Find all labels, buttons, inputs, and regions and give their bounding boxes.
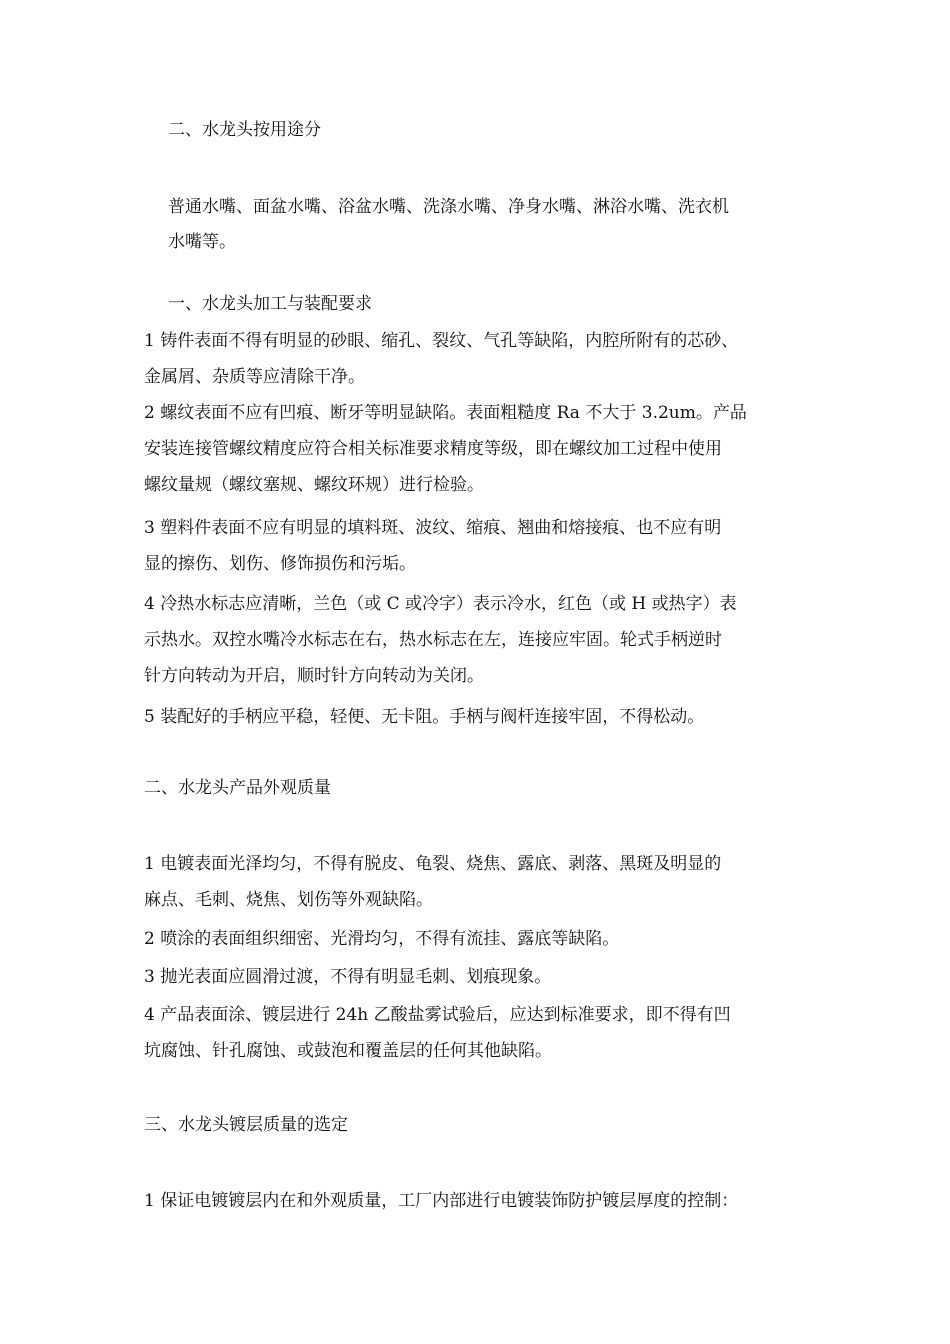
section-heading: 二、水龙头按用途分: [168, 120, 321, 140]
paragraph-line: 安装连接管螺纹精度应符合相关标准要求精度等级，即在螺纹加工过程中使用: [144, 439, 722, 459]
paragraph-line: 普通水嘴、面盆水嘴、浴盆水嘴、洗涤水嘴、净身水嘴、淋浴水嘴、洗衣机: [168, 197, 729, 217]
paragraph-line: 2 螺纹表面不应有凹痕、断牙等明显缺陷。表面粗糙度 Ra 不大于 3.2um。产品: [144, 403, 747, 423]
section-heading: 一、水龙头加工与装配要求: [168, 294, 372, 314]
paragraph-line: 螺纹量规（螺纹塞规、螺纹环规）进行检验。: [144, 475, 484, 495]
paragraph-line: 水嘴等。: [168, 232, 236, 252]
paragraph-line: 2 喷涂的表面组织细密、光滑均匀，不得有流挂、露底等缺陷。: [144, 929, 620, 949]
paragraph-line: 4 冷热水标志应清晰，兰色（或 C 或冷字）表示冷水，红色（或 H 或热字）表: [144, 594, 737, 614]
paragraph-line: 1 铸件表面不得有明显的砂眼、缩孔、裂纹、气孔等缺陷，内腔所附有的芯砂、: [144, 331, 739, 351]
section-heading: 三、水龙头镀层质量的选定: [144, 1115, 348, 1135]
paragraph-line: 3 抛光表面应圆滑过渡，不得有明显毛刺、划痕现象。: [144, 967, 552, 987]
paragraph-line: 示热水。双控水嘴冷水标志在右，热水标志在左，连接应牢固。轮式手柄逆时: [144, 630, 722, 650]
paragraph-line: 5 装配好的手柄应平稳，轻便、无卡阻。手柄与阀杆连接牢固，不得松动。: [144, 707, 705, 727]
section-heading: 二、水龙头产品外观质量: [144, 778, 331, 798]
paragraph-line: 针方向转动为开启，顺时针方向转动为关闭。: [144, 666, 484, 686]
paragraph-line: 4 产品表面涂、镀层进行 24h 乙酸盐雾试验后，应达到标准要求，即不得有凹: [144, 1005, 731, 1025]
paragraph-line: 3 塑料件表面不应有明显的填料斑、波纹、缩痕、翘曲和熔接痕、也不应有明: [144, 518, 722, 538]
paragraph-line: 金属屑、杂质等应清除干净。: [144, 367, 365, 387]
paragraph-line: 1 电镀表面光泽均匀，不得有脱皮、龟裂、烧焦、露底、剥落、黑斑及明显的: [144, 854, 722, 874]
paragraph-line: 显的擦伤、划伤、修饰损伤和污垢。: [144, 554, 416, 574]
paragraph-line: 麻点、毛刺、烧焦、划伤等外观缺陷。: [144, 890, 433, 910]
paragraph-line: 坑腐蚀、针孔腐蚀、或鼓泡和覆盖层的任何其他缺陷。: [144, 1041, 552, 1061]
paragraph-line: 1 保证电镀镀层内在和外观质量，工厂内部进行电镀装饰防护镀层厚度的控制：: [144, 1191, 739, 1211]
